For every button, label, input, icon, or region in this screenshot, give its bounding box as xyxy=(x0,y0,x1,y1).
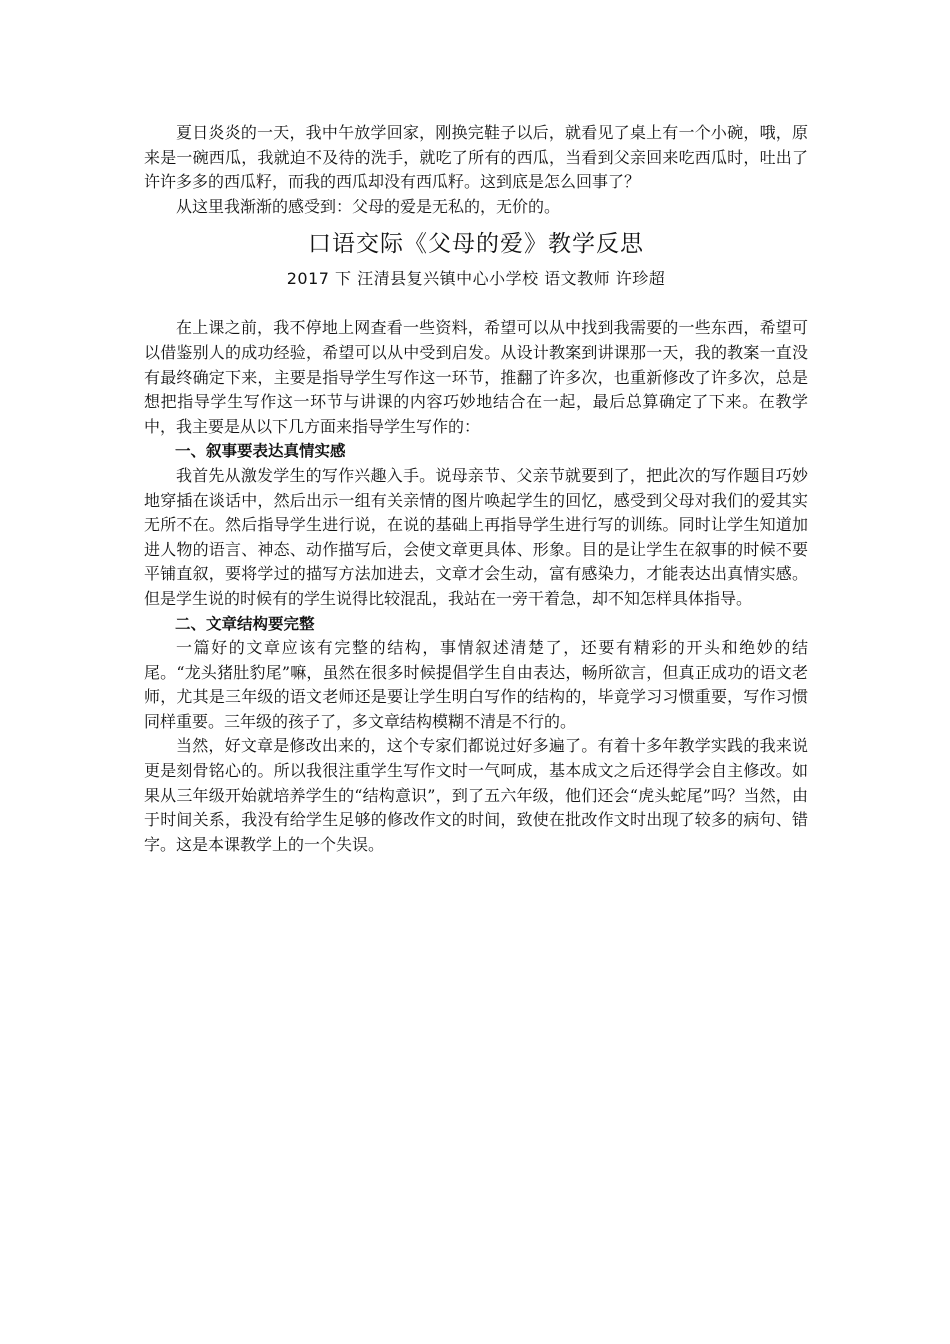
intro-paragraph-1: 夏日炎炎的一天，我中午放学回家，刚换完鞋子以后，就看见了桌上有一个小碗，哦，原来是一碗西瓜，我就迫不及待的洗手，就吃了所有的西瓜，当看到父亲回来吃西瓜时，吐出了许许多多的西瓜籽，而我的西瓜却没有西瓜籽。这到底是怎么回事了？ xyxy=(144,123,808,192)
section-heading-1: 一、叙事要表达真情实感 xyxy=(175,442,346,461)
section-heading-2: 二、文章结构要完整 xyxy=(175,614,315,633)
body-paragraph-3: 一篇好的文章应该有完整的结构，事情叙述清楚了，还要有精彩的开头和绝妙的结尾。“龙头猪肚豹尾”嘛，虽然在很多时候提倡学生自由表达，畅所欲言，但真正成功的语文老师，尤其是三年级的语文老师还是要让学生明白写作的结构的，毕竟学习习惯重要，写作习惯同样重要。三年级的孩子了，多文章结构模糊不清是不行的。 xyxy=(144,638,808,731)
article-byline: 2017 下 汪清县复兴镇中心小学校 语文教师 许珍超 xyxy=(286,269,666,289)
body-paragraph-4: 当然，好文章是修改出来的，这个专家们都说过好多遍了。有着十多年教学实践的我来说更是刻骨铭心的。所以我很注重学生写作文时一气呵成，基本成文之后还得学会自主修改。如果从三年级开始就培养学生的“结构意识”，到了五六年级，他们还会“虎头蛇尾”吗？当然，由于时间关系，我没有给学生足够的修改作文的时间，致使在批改作文时出现了较多的病句、错字。这是本课教学上的一个失误。 xyxy=(144,736,808,854)
article-title: 口语交际《父母的爱》教学反思 xyxy=(308,231,644,258)
body-paragraph-2: 我首先从激发学生的写作兴趣入手。说母亲节、父亲节就要到了，把此次的写作题目巧妙地穿插在谈话中，然后出示一组有关亲情的图片唤起学生的回忆，感受到父母对我们的爱其实无所不在。然后指导学生进行说，在说的基础上再指导学生进行写的训练。同时让学生知道加进人物的语言、神态、动作描写后，会使文章更具体、形象。目的是让学生在叙事的时候不要平铺直叙，要将学过的描写方法加进去，文章才会生动，富有感染力，才能表达出真情实感。但是学生说的时候有的学生说得比较混乱，我站在一旁干着急，却不知怎样具体指导。 xyxy=(144,465,808,608)
document-content xyxy=(144,121,808,857)
article-body xyxy=(144,316,808,857)
body-paragraph-1: 在上课之前，我不停地上网查看一些资料，希望可以从中找到我需要的一些东西，希望可以借鉴别人的成功经验，希望可以从中受到启发。从设计教案到讲课那一天，我的教案一直没有最终确定下来，主要是指导学生写作这一环节，推翻了许多次，也重新修改了许多次，总是想把指导学生写作这一环节与讲课的内容巧妙地结合在一起，最后总算确定了下来。在教学中，我主要是从以下几方面来指导学生写作的： xyxy=(144,318,808,436)
intro-paragraph-2: 从这里我渐渐的感受到：父母的爱是无私的，无价的。 xyxy=(176,196,561,216)
